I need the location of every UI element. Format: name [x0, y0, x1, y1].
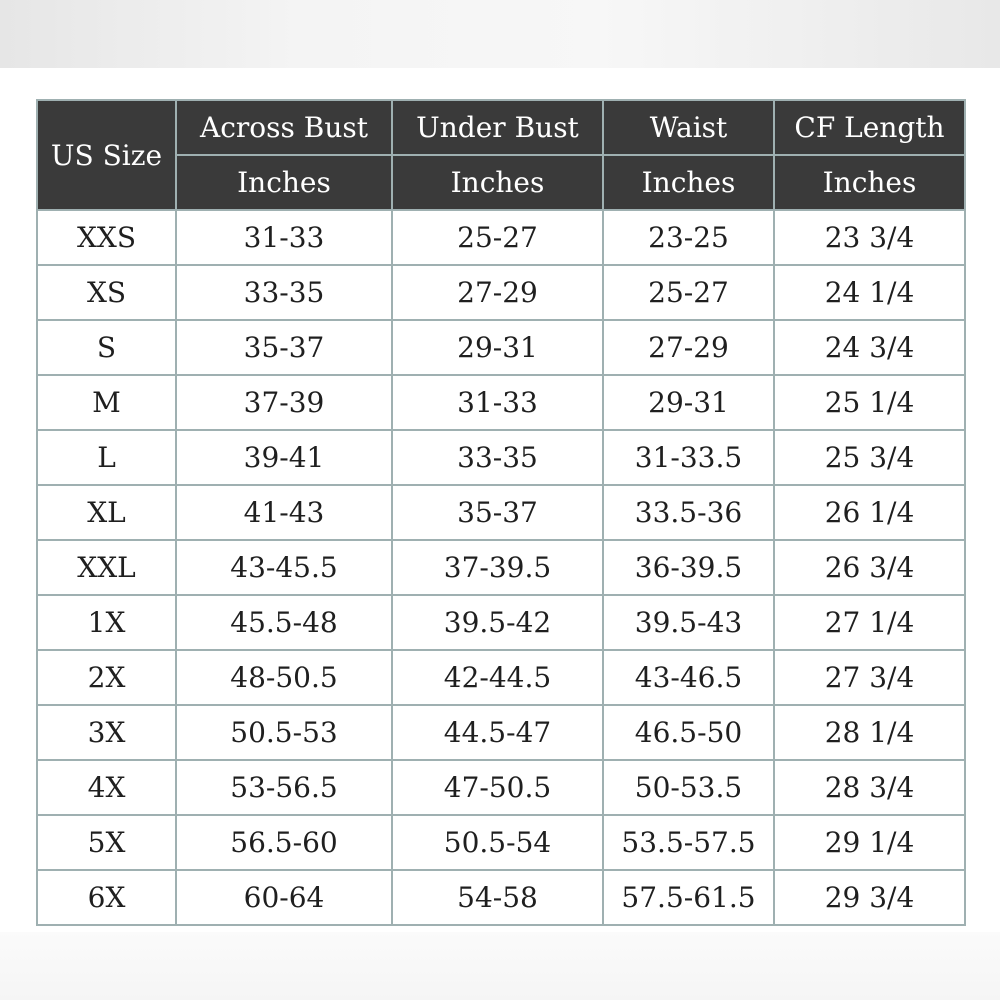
header-row-titles	[37, 100, 965, 155]
waist-cell: 43-46.5	[603, 650, 774, 705]
cf-length-cell: 24 1/4	[774, 265, 965, 320]
size-cell: XXS	[37, 210, 176, 265]
cf-length-cell: 25 3/4	[774, 430, 965, 485]
table-row	[37, 815, 965, 870]
under-bust-cell: 54-58	[392, 870, 603, 925]
cf-length-cell: 23 3/4	[774, 210, 965, 265]
header-row-units	[37, 155, 965, 210]
table-header	[37, 100, 965, 210]
under-bust-cell: 44.5-47	[392, 705, 603, 760]
under-bust-cell: 39.5-42	[392, 595, 603, 650]
cf-length-cell: 26 3/4	[774, 540, 965, 595]
under-bust-cell: 29-31	[392, 320, 603, 375]
waist-cell: 31-33.5	[603, 430, 774, 485]
size-cell: L	[37, 430, 176, 485]
waist-cell: 23-25	[603, 210, 774, 265]
bottom-shadow	[0, 932, 1000, 1000]
table-row	[37, 540, 965, 595]
across-bust-cell: 48-50.5	[176, 650, 392, 705]
across-bust-cell: 50.5-53	[176, 705, 392, 760]
cf-length-cell: 27 1/4	[774, 595, 965, 650]
under-bust-cell: 42-44.5	[392, 650, 603, 705]
table-row	[37, 595, 965, 650]
waist-cell: 29-31	[603, 375, 774, 430]
waist-cell: 36-39.5	[603, 540, 774, 595]
table-row	[37, 375, 965, 430]
size-chart-table	[36, 99, 966, 926]
column-unit-under-bust: Inches	[392, 155, 603, 210]
across-bust-cell: 31-33	[176, 210, 392, 265]
cf-length-cell: 27 3/4	[774, 650, 965, 705]
across-bust-cell: 37-39	[176, 375, 392, 430]
size-cell: 3X	[37, 705, 176, 760]
cf-length-cell: 28 3/4	[774, 760, 965, 815]
across-bust-cell: 33-35	[176, 265, 392, 320]
across-bust-cell: 43-45.5	[176, 540, 392, 595]
under-bust-cell: 31-33	[392, 375, 603, 430]
table-row	[37, 265, 965, 320]
column-unit-waist: Inches	[603, 155, 774, 210]
table-row	[37, 210, 965, 265]
column-title-under-bust: Under Bust	[392, 100, 603, 155]
size-cell: S	[37, 320, 176, 375]
size-cell: 6X	[37, 870, 176, 925]
under-bust-cell: 35-37	[392, 485, 603, 540]
table-row	[37, 485, 965, 540]
waist-cell: 53.5-57.5	[603, 815, 774, 870]
under-bust-cell: 27-29	[392, 265, 603, 320]
table-row	[37, 430, 965, 485]
size-cell: 2X	[37, 650, 176, 705]
column-title-across-bust: Across Bust	[176, 100, 392, 155]
waist-cell: 46.5-50	[603, 705, 774, 760]
under-bust-cell: 50.5-54	[392, 815, 603, 870]
across-bust-cell: 35-37	[176, 320, 392, 375]
cf-length-cell: 29 3/4	[774, 870, 965, 925]
across-bust-cell: 45.5-48	[176, 595, 392, 650]
size-cell: 5X	[37, 815, 176, 870]
across-bust-cell: 39-41	[176, 430, 392, 485]
waist-cell: 50-53.5	[603, 760, 774, 815]
table-body	[37, 210, 965, 925]
under-bust-cell: 33-35	[392, 430, 603, 485]
cf-length-cell: 28 1/4	[774, 705, 965, 760]
table-row	[37, 705, 965, 760]
cf-length-cell: 25 1/4	[774, 375, 965, 430]
size-header: US Size	[37, 100, 176, 210]
column-title-cf-length: CF Length	[774, 100, 965, 155]
under-bust-cell: 25-27	[392, 210, 603, 265]
across-bust-cell: 41-43	[176, 485, 392, 540]
table-row	[37, 870, 965, 925]
under-bust-cell: 47-50.5	[392, 760, 603, 815]
top-shadow	[0, 0, 1000, 68]
size-cell: M	[37, 375, 176, 430]
cf-length-cell: 29 1/4	[774, 815, 965, 870]
cf-length-cell: 24 3/4	[774, 320, 965, 375]
size-cell: 1X	[37, 595, 176, 650]
across-bust-cell: 60-64	[176, 870, 392, 925]
table-row	[37, 320, 965, 375]
waist-cell: 39.5-43	[603, 595, 774, 650]
across-bust-cell: 56.5-60	[176, 815, 392, 870]
table-row	[37, 650, 965, 705]
under-bust-cell: 37-39.5	[392, 540, 603, 595]
cf-length-cell: 26 1/4	[774, 485, 965, 540]
waist-cell: 57.5-61.5	[603, 870, 774, 925]
waist-cell: 33.5-36	[603, 485, 774, 540]
size-cell: 4X	[37, 760, 176, 815]
size-cell: XL	[37, 485, 176, 540]
column-title-waist: Waist	[603, 100, 774, 155]
column-unit-across-bust: Inches	[176, 155, 392, 210]
table-row	[37, 760, 965, 815]
size-cell: XS	[37, 265, 176, 320]
across-bust-cell: 53-56.5	[176, 760, 392, 815]
size-cell: XXL	[37, 540, 176, 595]
waist-cell: 27-29	[603, 320, 774, 375]
waist-cell: 25-27	[603, 265, 774, 320]
column-unit-cf-length: Inches	[774, 155, 965, 210]
